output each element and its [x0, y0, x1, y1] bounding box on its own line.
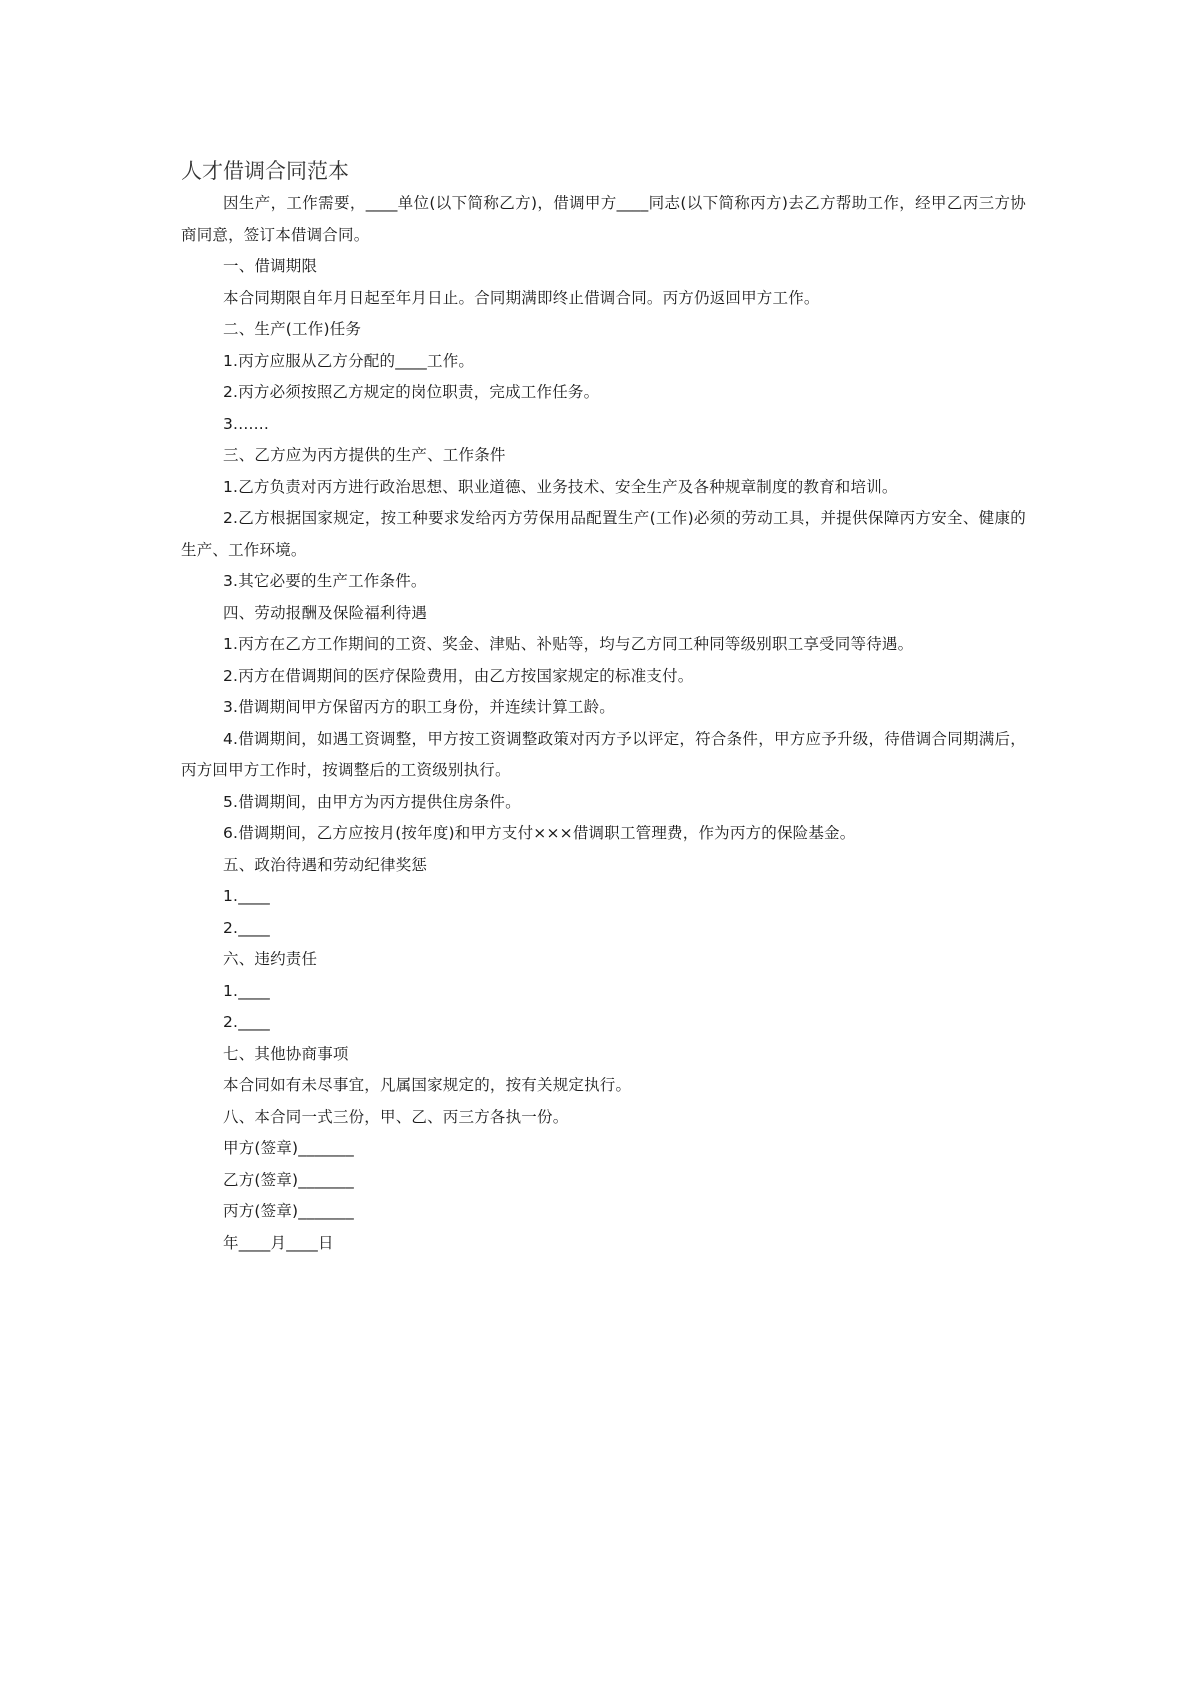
document-page [181, 156, 1026, 1259]
section-heading: 四、劳动报酬及保险福利待遇 [223, 603, 428, 622]
section-heading: 二、生产(工作)任务 [223, 320, 362, 338]
paragraph: 1.丙方在乙方工作期间的工资、奖金、津贴、补贴等，均与乙方同工种同等级别职工享受同等待遇。 [223, 635, 914, 653]
paragraph: 本合同如有未尽事宜，凡属国家规定的，按有关规定执行。 [223, 1076, 632, 1094]
section-heading: 一、借调期限 [223, 257, 318, 275]
paragraph: 3.借调期间甲方保留丙方的职工身份，并连续计算工龄。 [223, 698, 615, 716]
paragraph: 年____月____日 [223, 1233, 334, 1252]
paragraph: 乙方(签章)_______ [223, 1170, 354, 1189]
paragraph: 丙方(签章)_______ [223, 1202, 354, 1220]
paragraph: 6.借调期间，乙方应按月(按年度)和甲方支付×××借调职工管理费，作为丙方的保险基金。 [223, 824, 856, 842]
paragraph: 因生产，工作需要，____单位(以下简称乙方)，借调甲方____同志(以下简称丙方)去乙方帮助工作，经甲乙丙三方协商同意，签订本借调合同。 [181, 194, 1026, 244]
section-heading: 三、乙方应为丙方提供的生产、工作条件 [223, 446, 506, 464]
paragraph: 3.其它必要的生产工作条件。 [223, 572, 427, 590]
paragraph: 甲方(签章)_______ [223, 1139, 354, 1157]
paragraph: 2.丙方必须按照乙方规定的岗位职责，完成工作任务。 [223, 383, 600, 401]
paragraph: 2.____ [223, 918, 270, 937]
paragraph: 3....... [223, 414, 269, 433]
paragraph: 4.借调期间，如遇工资调整，甲方按工资调整政策对丙方予以评定，符合条件，甲方应予升级，待借调合同期满后，丙方回甲方工作时，按调整后的工资级别执行。 [181, 729, 1026, 779]
paragraph: 1.丙方应服从乙方分配的____工作。 [223, 351, 475, 370]
section-heading: 八、本合同一式三份，甲、乙、丙三方各执一份。 [223, 1107, 569, 1126]
paragraph: 1.____ [223, 981, 270, 1000]
paragraph: 2.____ [223, 1013, 270, 1031]
document-title: 人才借调合同范本 [181, 159, 349, 183]
section-heading: 五、政治待遇和劳动纪律奖惩 [223, 855, 428, 874]
paragraph: 1.____ [223, 887, 270, 905]
paragraph: 2.丙方在借调期间的医疗保险费用，由乙方按国家规定的标准支付。 [223, 666, 694, 685]
section-heading: 六、违约责任 [223, 950, 318, 968]
paragraph: 5.借调期间，由甲方为丙方提供住房条件。 [223, 792, 521, 811]
paragraph: 本合同期限自年月日起至年月日止。合同期满即终止借调合同。丙方仍返回甲方工作。 [223, 288, 820, 307]
document-body [181, 188, 1026, 1259]
paragraph: 1.乙方负责对丙方进行政治思想、职业道德、业务技术、安全生产及各种规章制度的教育和培训。 [223, 477, 898, 496]
paragraph: 2.乙方根据国家规定，按工种要求发给丙方劳保用品配置生产(工作)必须的劳动工具，并提供保障丙方安全、健康的生产、工作环境。 [181, 509, 1026, 559]
section-heading: 七、其他协商事项 [223, 1044, 349, 1063]
